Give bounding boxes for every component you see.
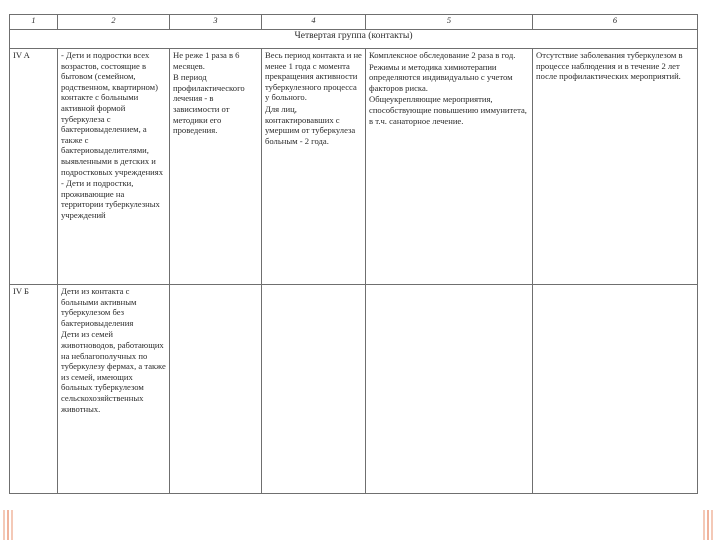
contingent-text: Дети из контакта с больными активным туберкулезом без бактериовыделения bbox=[61, 286, 137, 328]
duration-cell bbox=[262, 285, 366, 494]
corner-decoration bbox=[11, 510, 13, 540]
table-row bbox=[10, 285, 698, 494]
outcome-cell bbox=[533, 49, 698, 285]
column-number: 1 bbox=[10, 15, 58, 30]
dispensary-group-table bbox=[9, 14, 698, 494]
contingent-text: - Дети и подростки, проживающие на территории туберкулезных учреждений bbox=[61, 178, 160, 220]
group-code: IV A bbox=[10, 49, 58, 285]
corner-decoration bbox=[707, 510, 709, 540]
contingent-text: - Дети и подростки всех возрастов, состоящие в бытовом (семейном, родственном, квартирном) контакте с больными активной формой туберкулеза с бактериовыделением, а также с бактериовыделителями, выявленными в детских и подростковых учреждениях bbox=[61, 50, 164, 177]
contingent-cell bbox=[58, 285, 170, 494]
corner-decoration bbox=[7, 510, 9, 540]
corner-decoration bbox=[3, 510, 5, 540]
column-number: 3 bbox=[170, 15, 262, 30]
corner-decoration bbox=[703, 510, 705, 540]
contingent-text: Дети из семей животноводов, работающих на неблагополучных по туберкулезу фермах, а также из семей, имеющих больных туберкулезом сельскохозяйственных животных. bbox=[61, 329, 166, 414]
group-title-row bbox=[10, 30, 698, 49]
frequency-cell bbox=[170, 285, 262, 494]
corner-decoration bbox=[711, 510, 713, 540]
measures-text: Режимы и методика химиотерапии определяются индивидуально с учетом факторов риска. bbox=[369, 61, 513, 93]
duration-text: Весь период контакта и не менее 1 года с момента прекращения активности туберкулезного процесса у больного. bbox=[265, 50, 362, 103]
column-number: 5 bbox=[366, 15, 533, 30]
measures-cell bbox=[366, 285, 533, 494]
measures-text: Общеукрепляющие мероприятия, способствующие повышению иммунитета, в т.ч. санаторное лечение. bbox=[369, 94, 527, 126]
group-title: Четвертая группа (контакты) bbox=[10, 30, 698, 49]
measures-cell bbox=[366, 49, 533, 285]
column-number: 6 bbox=[533, 15, 698, 30]
column-number-row bbox=[10, 15, 698, 30]
frequency-text: Не реже 1 раза в 6 месяцев. bbox=[173, 50, 240, 71]
duration-cell bbox=[262, 49, 366, 285]
duration-text: Для лиц, контактировавших с умершим от туберкулеза больным - 2 года. bbox=[265, 103, 356, 146]
outcome-text: Отсутствие заболевания туберкулезом в процессе наблюдения и в течение 2 лет после профилактических мероприятий. bbox=[536, 50, 683, 82]
measures-text: Комплексное обследование 2 раза в год. bbox=[369, 50, 516, 60]
outcome-cell bbox=[533, 285, 698, 494]
frequency-text: В период профилактического лечения - в зависимости от методики его проведения. bbox=[173, 72, 245, 136]
column-number: 2 bbox=[58, 15, 170, 30]
group-code: IV Б bbox=[10, 285, 58, 494]
column-number: 4 bbox=[262, 15, 366, 30]
table-row bbox=[10, 49, 698, 285]
contingent-cell bbox=[58, 49, 170, 285]
frequency-cell bbox=[170, 49, 262, 285]
